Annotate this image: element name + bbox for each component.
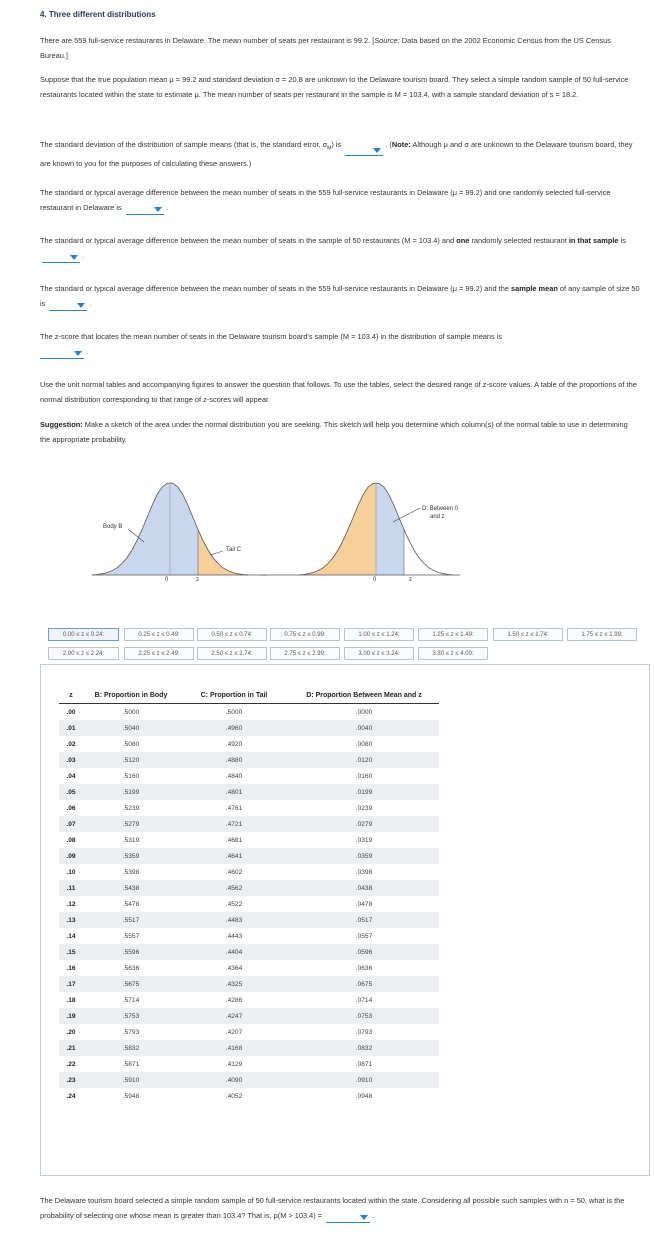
body-tail-figure: [92, 482, 272, 584]
body-proportion: .5793: [122, 1028, 140, 1036]
between-proportion: .0517: [289, 912, 439, 928]
z-value: .09: [59, 848, 83, 864]
body-proportion: .5478: [122, 900, 140, 908]
between-proportion: .0636: [355, 964, 373, 972]
final-probability-question: [40, 1193, 640, 1223]
q5-text-b: randomly selected restaurant: [469, 236, 569, 245]
table-row: [59, 720, 439, 736]
q7-end: .: [86, 347, 89, 356]
table-row: [59, 1024, 439, 1040]
z-value: .16: [66, 964, 76, 972]
chevron-down-icon: [154, 207, 162, 212]
se-text-a: The standard deviation of the distribution of sample means (that is, the standard error, σ: [40, 140, 328, 149]
table-row: [59, 736, 439, 752]
body-proportion: .5871: [122, 1060, 140, 1068]
intro-text-a: There are 559 full-service restaurants in Delaware. The mean number of seats per restaurant is 99.2. [: [40, 36, 375, 45]
table-row: [59, 768, 439, 784]
body-proportion: .5948: [122, 1092, 140, 1100]
body-proportion: .5359: [83, 848, 179, 864]
chevron-down-icon: [74, 351, 82, 356]
q6-text-b: of any sample of size 50 is: [40, 284, 640, 308]
z-column-header: z: [59, 689, 83, 704]
left-z-label: z: [196, 577, 199, 583]
tail-proportion: .4364: [225, 964, 243, 972]
scenario-paragraph: Suppose that the true population mean μ = 99.2 and standard deviation σ = 20.8 are unknown to the Delaware tourism board. They select a simple random sample of 50 full-service restaurants located within the state to estimate μ. The mean number of seats per restaurant in the sample is M = 103.4, with a sample standard deviation of s = 18.2.: [40, 75, 629, 99]
se-text-d: Although μ and σ are unknown to the Delaware tourism board, they are known to you for the purposes of calculating these answers.): [40, 140, 633, 169]
left-half-area: [298, 483, 376, 575]
table-row: [59, 1008, 439, 1024]
population-sd-question: [40, 185, 640, 215]
z-table-body: [59, 704, 439, 1105]
source-label: Source:: [374, 36, 400, 45]
range-button-7[interactable]: 1.75 ≤ z ≤ 1.99:: [567, 628, 637, 641]
sampling-error-question: [40, 281, 640, 311]
left-zero-label: 0: [165, 577, 169, 583]
body-proportion: .5080: [122, 740, 140, 748]
z-value: .03: [59, 752, 83, 768]
z-value: .23: [59, 1072, 83, 1088]
tail-proportion: .4325: [179, 976, 289, 992]
between-proportion: .0040: [289, 720, 439, 736]
intro-text-b: Data based on the 2002 Economic Census from the US Census Bureau.]: [40, 36, 611, 60]
z-value: .01: [59, 720, 83, 736]
range-button-13[interactable]: 3.30 ≤ z ≤ 4.00:: [418, 647, 488, 660]
body-proportion: .5199: [83, 784, 179, 800]
z-value: .12: [66, 900, 76, 908]
tail-proportion: .4840: [225, 772, 243, 780]
between-proportion: .0160: [355, 772, 373, 780]
z-value: .20: [66, 1028, 76, 1036]
z-value: .17: [59, 976, 83, 992]
q5-in-sample: in that sample: [568, 236, 619, 245]
z-value: .10: [66, 868, 76, 876]
between-proportion: .0000: [355, 708, 373, 716]
tail-proportion: .4920: [225, 740, 243, 748]
body-proportion: .5398: [122, 868, 140, 876]
z-value: .15: [59, 944, 83, 960]
body-proportion: .5040: [83, 720, 179, 736]
z-value: .24: [66, 1092, 76, 1100]
table-row: [59, 960, 439, 976]
table-row: [59, 1056, 439, 1072]
final-text: The Delaware tourism board selected a simple random sample of 50 full-service restaurants located within the state. Considering all possible such samples with n = 50, what is the probability of selecting one whose mean is greater than 103.4? That is, p(M > 103.4) =: [40, 1196, 625, 1220]
table-row: [59, 704, 439, 721]
between-proportion: .0596: [289, 944, 439, 960]
tail-proportion: .4562: [179, 880, 289, 896]
body-proportion: .5675: [83, 976, 179, 992]
question-heading: 4. Three different distributions: [40, 10, 156, 19]
z-value: .11: [59, 880, 83, 896]
population-sd-dropdown[interactable]: [126, 205, 164, 215]
tail-proportion: .5000: [225, 708, 243, 716]
z-score-dropdown[interactable]: [40, 349, 84, 359]
tail-label: Tail C: [226, 547, 242, 553]
tail-proportion: .4090: [179, 1072, 289, 1088]
z-table: [59, 689, 439, 1104]
body-proportion: .5517: [83, 912, 179, 928]
right-z-label: z: [409, 577, 412, 583]
sample-sd-question: [40, 233, 640, 263]
range-button-0[interactable]: 0.00 ≤ z ≤ 0.24:: [48, 628, 119, 641]
z-value: .14: [66, 932, 76, 940]
body-proportion: .5714: [122, 996, 140, 1004]
tail-proportion: .4880: [179, 752, 289, 768]
body-proportion: .5636: [122, 964, 140, 972]
sampling-error-dropdown[interactable]: [49, 301, 87, 311]
z-value: .13: [59, 912, 83, 928]
se-text-b: ) is: [331, 140, 342, 149]
tail-proportion: .4443: [225, 932, 243, 940]
body-proportion: .5279: [83, 816, 179, 832]
between-label-2: and z: [430, 514, 445, 520]
tail-column-header: C: Proportion in Tail: [179, 689, 289, 704]
chevron-down-icon: [360, 1215, 368, 1220]
table-row: [59, 752, 439, 768]
table-row: [59, 928, 439, 944]
body-label: Body B: [103, 524, 123, 530]
q7-text: The z-score that locates the mean number of seats in the Delaware tourism board's sample (M = 103.4) in the distribution of sample means is: [40, 332, 503, 341]
standard-error-dropdown[interactable]: [345, 146, 383, 156]
q5-text-a: The standard or typical average difference between the mean number of seats in the sample of 50 restaurants (M = 103.4) and: [40, 236, 457, 245]
body-proportion: .5753: [83, 1008, 179, 1024]
z-value: .05: [59, 784, 83, 800]
tail-proportion: .4129: [225, 1060, 243, 1068]
between-proportion: .0319: [355, 836, 373, 844]
tail-proportion: .4168: [179, 1040, 289, 1056]
range-button-3[interactable]: 0.75 ≤ z ≤ 0.99:: [270, 628, 340, 641]
between-proportion: .0871: [355, 1060, 373, 1068]
tail-proportion: .4286: [225, 996, 243, 1004]
chevron-down-icon: [373, 148, 381, 153]
between-proportion: .0239: [355, 804, 373, 812]
q5-one: one: [456, 236, 470, 245]
q5-text-c: is: [618, 236, 626, 245]
standard-error-question: [40, 137, 640, 171]
range-button-4[interactable]: 1.00 ≤ z ≤ 1.24:: [344, 628, 414, 641]
z-value: .08: [66, 836, 76, 844]
between-proportion: .0120: [289, 752, 439, 768]
between-proportion: .0832: [289, 1040, 439, 1056]
z-value: .18: [66, 996, 76, 1004]
body-proportion: .5832: [83, 1040, 179, 1056]
q4-end: .: [165, 203, 168, 212]
body-proportion: .5160: [122, 772, 140, 780]
range-button-2[interactable]: 0.50 ≤ z ≤ 0.74:: [197, 628, 267, 641]
tail-proportion: .4960: [179, 720, 289, 736]
table-row: [59, 1040, 439, 1056]
range-button-11[interactable]: 2.75 ≤ z ≤ 2.99:: [270, 647, 340, 660]
range-button-10[interactable]: 2.50 ≤ z ≤ 2.74:: [197, 647, 267, 660]
z-value: .00: [66, 708, 76, 716]
table-row: [59, 1088, 439, 1104]
between-proportion: .0359: [289, 848, 439, 864]
tail-proportion: .4761: [225, 804, 243, 812]
between-proportion: .0675: [289, 976, 439, 992]
tail-proportion: .4404: [179, 944, 289, 960]
table-instructions: Use the unit normal tables and accompanying figures to answer the question that follows. To use the tables, select the desired range of z-score values. A table of the proportions of the normal distribution corresponding to that range of z-scores will appear.: [40, 380, 637, 404]
suggestion-paragraph: [40, 417, 640, 447]
body-proportion: .5596: [83, 944, 179, 960]
table-row: [59, 896, 439, 912]
z-table-panel: [40, 664, 650, 1176]
range-button-12[interactable]: 3.00 ≤ z ≤ 3.24:: [344, 647, 414, 660]
body-proportion: .5319: [122, 836, 140, 844]
tail-proportion: .4721: [179, 816, 289, 832]
tail-proportion: .4247: [179, 1008, 289, 1024]
body-column-header: B: Proportion in Body: [83, 689, 179, 704]
se-subscript: M: [327, 145, 332, 152]
between-proportion: .0398: [355, 868, 373, 876]
body-proportion: .5000: [122, 708, 140, 716]
between-proportion: .0080: [355, 740, 373, 748]
z-value: .06: [66, 804, 76, 812]
tail-proportion: .4207: [225, 1028, 243, 1036]
table-row: [59, 864, 439, 880]
q5-end: .: [82, 251, 85, 260]
tail-proportion: .4522: [225, 900, 243, 908]
q6-end: .: [89, 299, 92, 308]
between-proportion: .0910: [289, 1072, 439, 1088]
between-proportion: .0557: [355, 932, 373, 940]
table-row: [59, 800, 439, 816]
table-row: [59, 912, 439, 928]
body-proportion: .5239: [122, 804, 140, 812]
between-proportion: .0793: [355, 1028, 373, 1036]
range-button-6[interactable]: 1.50 ≤ z ≤ 1.74:: [493, 628, 563, 641]
z-value: .22: [66, 1060, 76, 1068]
probability-dropdown[interactable]: [326, 1213, 370, 1223]
range-button-8[interactable]: 2.00 ≤ z ≤ 2.24:: [48, 647, 119, 660]
between-proportion: .0438: [289, 880, 439, 896]
between-proportion: .0279: [289, 816, 439, 832]
sample-sd-dropdown[interactable]: [42, 253, 80, 263]
tail-proportion: .4801: [179, 784, 289, 800]
table-row: [59, 1072, 439, 1088]
table-row: [59, 880, 439, 896]
q6-text-a: The standard or typical average difference between the mean number of seats in the 559 full-service restaurants in Delaware (μ = 99.2) and the: [40, 284, 512, 293]
intro-paragraph: [40, 33, 640, 63]
final-end: .: [372, 1211, 375, 1220]
between-proportion: .0948: [355, 1092, 373, 1100]
chevron-down-icon: [70, 255, 78, 260]
tail-proportion: .4483: [179, 912, 289, 928]
z-value: .07: [59, 816, 83, 832]
table-row: [59, 976, 439, 992]
se-text-c: . (: [385, 140, 392, 149]
table-row: [59, 992, 439, 1008]
between-proportion: .0753: [289, 1008, 439, 1024]
suggestion-label: Suggestion:: [40, 420, 83, 429]
right-zero-label: 0: [373, 577, 377, 583]
z-score-question: [40, 329, 640, 359]
chevron-down-icon: [77, 303, 85, 308]
z-value: .04: [66, 772, 76, 780]
tail-proportion: .4641: [179, 848, 289, 864]
between-proportion: .0199: [289, 784, 439, 800]
table-row: [59, 816, 439, 832]
note-label: Note:: [391, 140, 411, 149]
range-button-5[interactable]: 1.25 ≤ z ≤ 1.49:: [418, 628, 488, 641]
body-proportion: .5557: [122, 932, 140, 940]
z-value: .21: [59, 1040, 83, 1056]
table-row: [59, 784, 439, 800]
between-label-1: D: Between 0: [422, 506, 459, 512]
between-proportion: .0714: [355, 996, 373, 1004]
z-value: .19: [59, 1008, 83, 1024]
suggestion-text: Make a sketch of the area under the normal distribution you are seeking. This sketch will help you determine which column(s) of the normal table to use in determining the appropriate probability.: [40, 420, 628, 444]
table-row: [59, 832, 439, 848]
tail-proportion: .4052: [225, 1092, 243, 1100]
tail-proportion: .4602: [225, 868, 243, 876]
range-button-1[interactable]: 0.25 ≤ z ≤ 0.49:: [124, 628, 194, 641]
body-proportion: .5120: [83, 752, 179, 768]
range-button-9[interactable]: 2.25 ≤ z ≤ 2.49:: [124, 647, 194, 660]
body-proportion: .5910: [83, 1072, 179, 1088]
between-proportion: .0478: [355, 900, 373, 908]
q4-text: The standard or typical average difference between the mean number of seats in the 559 full-service restaurants in Delaware (μ = 99.2) and one randomly selected full-service restaurant in Delaware is: [40, 188, 611, 212]
table-row: [59, 944, 439, 960]
q6-sample-mean: sample mean: [511, 284, 558, 293]
table-row: [59, 848, 439, 864]
between-column-header: D: Proportion Between Mean and z: [289, 689, 439, 704]
tail-proportion: .4681: [225, 836, 243, 844]
body-proportion: .5438: [83, 880, 179, 896]
z-value: .02: [66, 740, 76, 748]
between-figure: [260, 482, 460, 584]
